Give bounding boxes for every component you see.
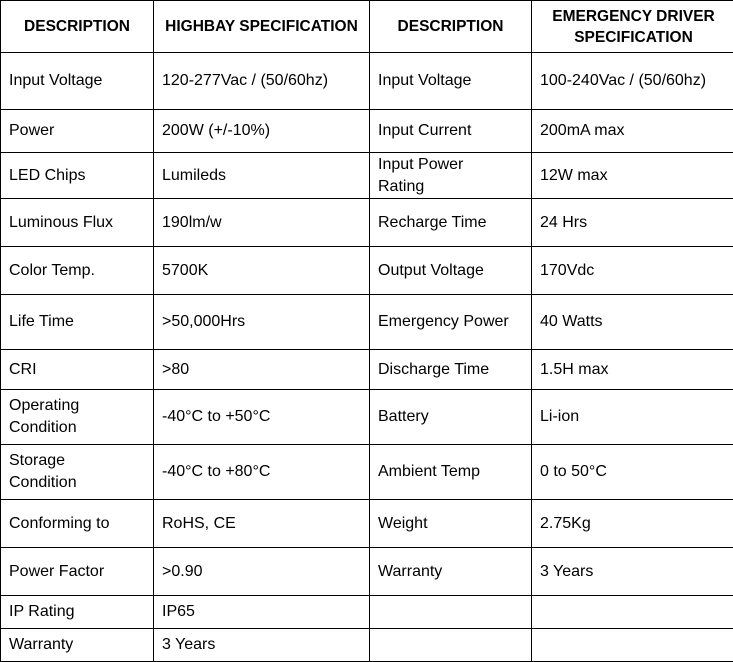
cell-value: 5700K xyxy=(154,247,370,295)
cell-description-empty xyxy=(370,629,532,662)
cell-value: 3 Years xyxy=(532,548,733,596)
header-emergency-driver-specification xyxy=(532,1,733,53)
cell-description: Emergency Power xyxy=(370,295,532,350)
cell-description xyxy=(370,153,532,199)
cell-description xyxy=(1,390,154,445)
header-emergency-line1: EMERGENCY DRIVER xyxy=(552,8,715,25)
cell-value: 2.75Kg xyxy=(532,500,733,548)
table-row xyxy=(1,596,733,629)
cell-value: -40°C to +80°C xyxy=(154,445,370,500)
cell-value: 100-240Vac / (50/60hz) xyxy=(532,53,733,110)
cell-description: Conforming to xyxy=(1,500,154,548)
table-row xyxy=(1,629,733,662)
cell-description: Luminous Flux xyxy=(1,199,154,247)
cell-description-line2: Condition xyxy=(9,419,77,436)
cell-description: IP Rating xyxy=(1,596,154,629)
cell-description: Color Temp. xyxy=(1,247,154,295)
cell-description: Input Current xyxy=(370,110,532,153)
table-row xyxy=(1,445,733,500)
cell-value: 12W max xyxy=(532,153,733,199)
header-emergency-line2: SPECIFICATION xyxy=(574,29,693,46)
cell-value: IP65 xyxy=(154,596,370,629)
table-row xyxy=(1,390,733,445)
cell-value: 0 to 50°C xyxy=(532,445,733,500)
table-row xyxy=(1,548,733,596)
cell-description-line1: Operating xyxy=(9,397,79,414)
cell-value: 190lm/w xyxy=(154,199,370,247)
table-row xyxy=(1,110,733,153)
cell-description-line2: Condition xyxy=(9,474,77,491)
table-row xyxy=(1,199,733,247)
table-row xyxy=(1,247,733,295)
cell-description: Warranty xyxy=(370,548,532,596)
cell-description: Ambient Temp xyxy=(370,445,532,500)
cell-value: Li-ion xyxy=(532,390,733,445)
table-header-row xyxy=(1,1,733,53)
table-row xyxy=(1,350,733,390)
cell-value: 3 Years xyxy=(154,629,370,662)
table-row xyxy=(1,500,733,548)
cell-value-empty xyxy=(532,596,733,629)
cell-value-empty xyxy=(532,629,733,662)
cell-value: -40°C to +50°C xyxy=(154,390,370,445)
cell-value: 200mA max xyxy=(532,110,733,153)
cell-value: 1.5H max xyxy=(532,350,733,390)
cell-description: Weight xyxy=(370,500,532,548)
header-description-2: DESCRIPTION xyxy=(370,1,532,53)
cell-value: 40 Watts xyxy=(532,295,733,350)
header-description-1: DESCRIPTION xyxy=(1,1,154,53)
table-row xyxy=(1,153,733,199)
header-highbay-specification: HIGHBAY SPECIFICATION xyxy=(154,1,370,53)
cell-description-line1: Storage xyxy=(9,452,65,469)
cell-value: >0.90 xyxy=(154,548,370,596)
cell-description-line1: Input Power xyxy=(378,156,463,173)
cell-value: >80 xyxy=(154,350,370,390)
cell-value: Lumileds xyxy=(154,153,370,199)
cell-description: Discharge Time xyxy=(370,350,532,390)
cell-description: Recharge Time xyxy=(370,199,532,247)
table-row xyxy=(1,295,733,350)
table-row xyxy=(1,53,733,110)
cell-description: Power Factor xyxy=(1,548,154,596)
cell-value: 200W (+/-10%) xyxy=(154,110,370,153)
cell-value: RoHS, CE xyxy=(154,500,370,548)
cell-description-empty xyxy=(370,596,532,629)
cell-value: 24 Hrs xyxy=(532,199,733,247)
cell-description: Input Voltage xyxy=(1,53,154,110)
cell-description: LED Chips xyxy=(1,153,154,199)
cell-description: Output Voltage xyxy=(370,247,532,295)
cell-description: Warranty xyxy=(1,629,154,662)
cell-description: Input Voltage xyxy=(370,53,532,110)
cell-description: Battery xyxy=(370,390,532,445)
cell-description xyxy=(1,445,154,500)
cell-description-line2: Rating xyxy=(378,178,424,195)
cell-description: Power xyxy=(1,110,154,153)
cell-value: 170Vdc xyxy=(532,247,733,295)
cell-value: 120-277Vac / (50/60hz) xyxy=(154,53,370,110)
cell-value: >50,000Hrs xyxy=(154,295,370,350)
cell-description: Life Time xyxy=(1,295,154,350)
cell-description: CRI xyxy=(1,350,154,390)
